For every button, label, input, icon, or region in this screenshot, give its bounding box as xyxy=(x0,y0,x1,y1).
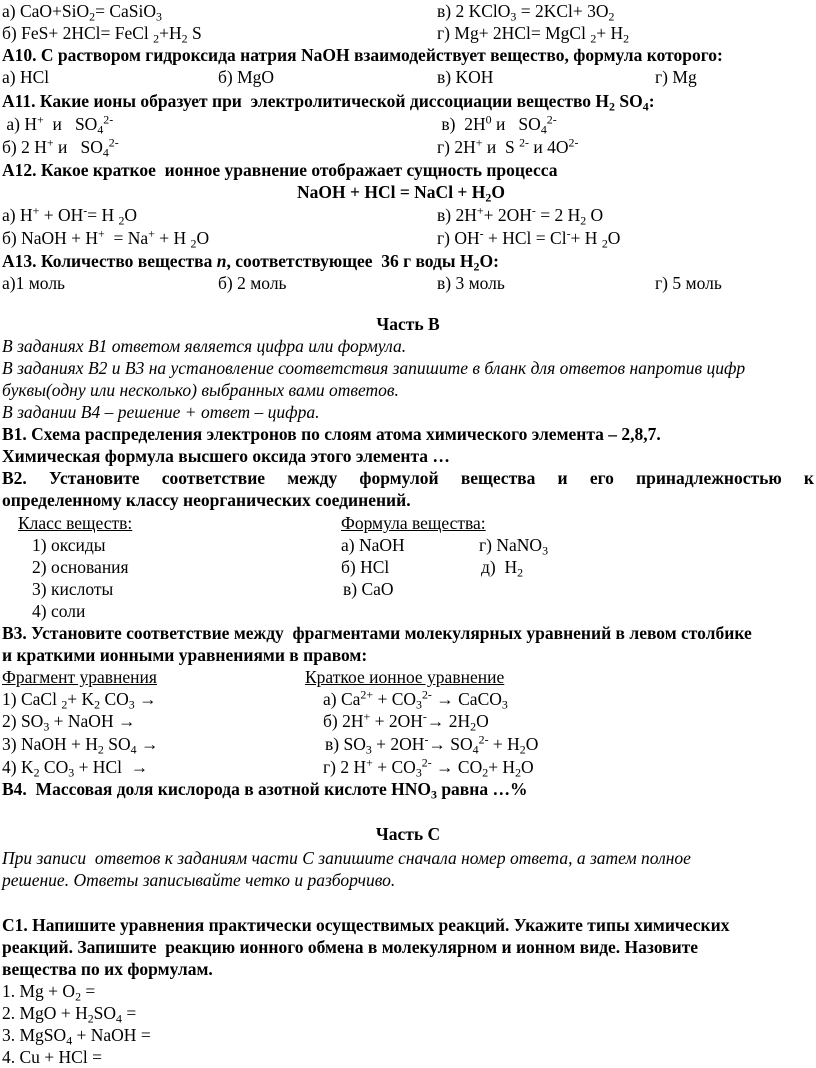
text-line: А11. Какие ионы образует при электролитической диссоциации вещество $H_2$ $SO_4$: xyxy=(2,91,655,114)
text-line: При записи ответов к заданиям части С запишите сначала номер ответа, а затем полное xyxy=(2,848,691,868)
text-line: д) $H_2$ xyxy=(481,557,524,580)
text-line: решение. Ответы записывайте четко и разборчиво. xyxy=(2,870,396,890)
text-line: а) CaO+SiO$_2$= CaSiO$_3$ xyxy=(2,1,162,24)
text-line: в) $SO_3 + 2OH^-\to SO_4^{2-} + H_2O$ xyxy=(325,732,539,757)
text-line: а) NaOH xyxy=(341,535,405,555)
text-line: реакций. Запишите реакцию ионного обмена в молекулярном и ионном виде. Назовите xyxy=(2,937,699,957)
text-line: Химическая формула высшего оксида этого элемента … xyxy=(2,446,450,466)
text-line: А10. С раствором гидроксида натрия NaOH взаимодействует вещество, формула которого: xyxy=(2,45,723,65)
text-line: б) MgO xyxy=(218,67,275,87)
text-line: б) NaOH + H+ = Na+ + H $_2$O xyxy=(2,226,210,251)
text-line: в) $2H^0$ и $SO_4^{2-}$ xyxy=(437,112,557,137)
text-line: б) 2 H+ и $SO_4^{2-}$ xyxy=(2,135,119,160)
text-line: 3) кислоты xyxy=(32,579,114,599)
text-line: и краткими ионными уравнениями в правом: xyxy=(2,645,368,665)
text-line: 4) $K_2$ $CO_3$ + HCl → xyxy=(2,757,149,780)
text-line: в) 3 моль xyxy=(437,273,505,293)
text-line: 1) оксиды xyxy=(32,535,106,555)
text-line: а) HCl xyxy=(2,67,50,87)
text-line: г) OH- + HCl = Cl-+ H $_2$O xyxy=(437,226,621,251)
text-line: б) 2 моль xyxy=(218,273,287,293)
text-line: г) 2H+ и S $^{2-}$ и $4O^{2-}$ xyxy=(437,135,579,157)
text-line: 1. $Mg + O_2$ = xyxy=(2,981,96,1004)
text-line: Формула вещества: xyxy=(341,513,486,533)
text-line: Часть С xyxy=(375,824,441,844)
text-line: Часть В xyxy=(376,314,440,334)
text-line: г) 5 моль xyxy=(655,273,722,293)
text-line: А12. Какое краткое ионное уравнение отображает сущность процесса xyxy=(2,160,558,180)
text-line: А13. Количество вещества n, соответствующее 36 г воды $H_2O$: xyxy=(2,251,499,274)
text-line: В задании В4 – решение + ответ – цифра. xyxy=(2,402,320,422)
text-line: буквы(одну или несколько) выбранных вами ответов. xyxy=(2,380,399,400)
text-line: определенному классу неорганических соединений. xyxy=(2,490,411,510)
text-line: г) Mg xyxy=(655,67,697,87)
text-line: В заданиях В2 и В3 на установление соответствия запишите в бланк для ответов напротив цифр xyxy=(2,358,746,378)
text-line: 2. MgO + $H_2SO_4$ = xyxy=(2,1003,137,1026)
text-line: Краткое ионное уравнение xyxy=(305,667,505,687)
text-line: в) CaO xyxy=(343,579,394,599)
text-line: 2) основания xyxy=(32,557,129,577)
text-line: 1) CaCl $_2+ K_2$ $CO_3$ → xyxy=(2,689,157,712)
text-line: В1. Схема распределения электронов по слоям атома химического элемента – 2,8,7. xyxy=(2,424,661,444)
text-line: вещества по их формулам. xyxy=(2,959,213,979)
text-line: 4. Cu + HCl = xyxy=(2,1047,102,1067)
text-line: В заданиях В1 ответом является цифра или формула. xyxy=(2,336,407,356)
text-line: В4. Массовая доля кислорода в азотной кислоте $HNO_3$ равна …% xyxy=(2,779,528,802)
text-line: г) NaNO$_3$ xyxy=(479,535,549,558)
text-line: 2) $SO_3$ + NaOH → xyxy=(2,711,136,734)
text-line: а) H+ и $SO_4^{2-}$ xyxy=(2,112,114,137)
text-line: 3. MgSO$_4$ + NaOH = xyxy=(2,1025,151,1048)
text-line: а) H+ + OH-= H $_2$O xyxy=(2,203,138,228)
text-line: а)1 моль xyxy=(2,273,66,293)
text-line: б) HCl xyxy=(341,557,390,577)
text-line: б) FeS+ 2HCl= FeCl $_2+H_2$ S xyxy=(2,23,202,46)
text-line: В3. Установите соответствие между фрагментами молекулярных уравнений в левом столбике xyxy=(2,623,752,643)
text-line: С1. Напишите уравнения практически осуществимых реакций. Укажите типы химических xyxy=(2,915,730,935)
text-line: в) 2 KClO$_3$ = $2KCl+ 3O_2$ xyxy=(437,1,615,24)
text-line: а) $Ca^{2+} + CO_3^{2-}$ → CaCO$_3$ xyxy=(323,687,508,712)
text-line: NaOH + HCl = NaCl + $H_2O$ xyxy=(297,182,505,205)
text-line: 3) NaOH + $H_2$ $SO_4$ → xyxy=(2,734,159,757)
text-line: Класс веществ: xyxy=(18,513,133,533)
text-line: в) KOH xyxy=(437,67,494,87)
text-line: г) 2 $H^+ + CO_3^{2-} \to CO_2+ H_2O$ xyxy=(323,755,534,780)
text-line: Фрагмент уравнения xyxy=(2,667,157,687)
text-line: в) 2H++ 2OH- = 2 $H_2$ O xyxy=(437,203,604,228)
text-line: г) Mg+ 2HCl= MgCl $_2+ H_2$ xyxy=(437,23,630,46)
text-line: В2. Установите соответствие между формулой вещества и его принадлежностью к xyxy=(2,468,814,488)
text-line: 4) соли xyxy=(32,601,86,621)
text-line: б) $2H^+ + 2OH^-\to 2H_2O$ xyxy=(323,709,489,734)
